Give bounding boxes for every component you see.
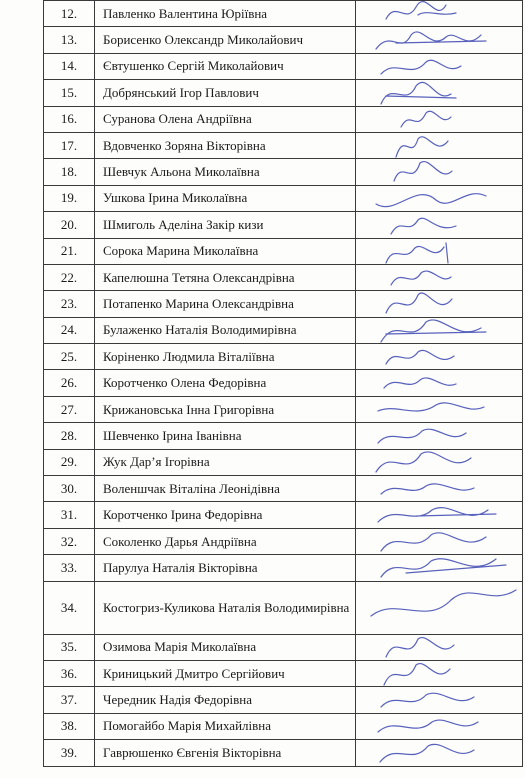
signature-stroke xyxy=(378,403,484,411)
signature-stroke xyxy=(381,694,474,708)
signature-stroke xyxy=(401,111,451,127)
person-name: Коротченко Ірина Федорівна xyxy=(95,502,356,528)
table-row xyxy=(44,740,523,766)
row-number: 39. xyxy=(44,740,95,766)
row-number: 31. xyxy=(44,502,95,528)
person-name: Помогайбо Марія Михайлівна xyxy=(95,713,356,739)
person-name: Булаженко Наталія Володимирівна xyxy=(95,317,356,343)
table-row xyxy=(44,581,523,634)
signature-stroke xyxy=(381,533,486,551)
person-name: Борисенко Олександр Миколайович xyxy=(95,27,356,53)
person-name: Капелюшна Тетяна Олександрівна xyxy=(95,264,356,290)
row-number: 28. xyxy=(44,423,95,449)
row-number: 23. xyxy=(44,291,95,317)
row-number: 25. xyxy=(44,344,95,370)
row-number: 27. xyxy=(44,396,95,422)
signature-stroke xyxy=(381,60,461,74)
signature-stroke xyxy=(386,637,454,656)
row-number: 35. xyxy=(44,634,95,660)
person-name: Шмиголь Аделіна Закір кизи xyxy=(95,212,356,238)
signature-stroke xyxy=(386,293,452,313)
person-name: Коротченко Олена Федорівна xyxy=(95,370,356,396)
signature-stroke xyxy=(380,744,474,762)
signature-table-body xyxy=(44,1,523,767)
row-number: 20. xyxy=(44,212,95,238)
signature-cell xyxy=(356,581,523,634)
signature-stroke xyxy=(381,484,474,494)
signature-stroke xyxy=(378,720,478,732)
person-name: Вдовченко Зоряна Вікторівна xyxy=(95,132,356,158)
row-number: 37. xyxy=(44,687,95,713)
person-name: Сорока Марина Миколаївна xyxy=(95,238,356,264)
signature-stroke xyxy=(384,378,456,388)
person-name: Костогриз-Куликова Наталія Володимирівна xyxy=(95,581,356,634)
person-name: Парулуа Наталія Вікторівна xyxy=(95,555,356,581)
person-name: Жук Дар’я Ігорівна xyxy=(95,449,356,475)
person-name: Добрянський Ігор Павлович xyxy=(95,80,356,106)
row-number: 36. xyxy=(44,660,95,686)
row-number: 19. xyxy=(44,185,95,211)
person-name: Коріненко Людмила Віталіївна xyxy=(95,344,356,370)
row-number: 22. xyxy=(44,264,95,290)
row-number: 21. xyxy=(44,238,95,264)
person-name: Потапенко Марина Олександрівна xyxy=(95,291,356,317)
signature-cell xyxy=(356,740,523,766)
person-name: Криницький Дмитро Сергійович xyxy=(95,660,356,686)
row-number: 30. xyxy=(44,476,95,502)
row-number: 38. xyxy=(44,713,95,739)
person-name: Гаврюшенко Євгенія Вікторівна xyxy=(95,740,356,766)
row-number: 13. xyxy=(44,27,95,53)
person-name: Шевчук Альона Миколаївна xyxy=(95,159,356,185)
person-name: Соколенко Дарья Андріївна xyxy=(95,528,356,554)
handwritten-signature xyxy=(356,734,522,774)
signature-stroke xyxy=(376,452,471,472)
row-number: 15. xyxy=(44,80,95,106)
person-name: Ушкова Ірина Миколаївна xyxy=(95,185,356,211)
person-name: Крижановська Інна Григорівна xyxy=(95,396,356,422)
row-number: 17. xyxy=(44,132,95,158)
row-number: 33. xyxy=(44,555,95,581)
signature-stroke xyxy=(386,350,454,364)
signature-stroke xyxy=(391,271,451,285)
signature-stroke xyxy=(381,559,506,577)
row-number: 24. xyxy=(44,317,95,343)
signature-stroke xyxy=(394,162,452,181)
signature-table xyxy=(43,0,523,767)
signature-stroke xyxy=(378,429,466,443)
person-name: Шевченко Ірина Іванівна xyxy=(95,423,356,449)
row-number: 32. xyxy=(44,528,95,554)
person-name: Озимова Марія Миколаївна xyxy=(95,634,356,660)
row-number: 14. xyxy=(44,53,95,79)
row-number: 16. xyxy=(44,106,95,132)
person-name: Павленко Валентина Юріївна xyxy=(95,1,356,27)
person-name: Чередник Надія Федорівна xyxy=(95,687,356,713)
signature-stroke xyxy=(378,508,496,522)
handwritten-signature xyxy=(356,576,522,616)
row-number: 12. xyxy=(44,1,95,27)
row-number: 34. xyxy=(44,581,95,634)
row-number: 18. xyxy=(44,159,95,185)
signature-stroke xyxy=(371,590,516,616)
person-name: Суранова Олена Андріївна xyxy=(95,106,356,132)
person-name: Євтушенко Сергій Миколайович xyxy=(95,53,356,79)
row-number: 26. xyxy=(44,370,95,396)
signature-stroke xyxy=(376,193,486,206)
person-name: Воленшчак Віталіна Леонідівна xyxy=(95,476,356,502)
signature-stroke xyxy=(386,2,456,19)
row-number: 29. xyxy=(44,449,95,475)
